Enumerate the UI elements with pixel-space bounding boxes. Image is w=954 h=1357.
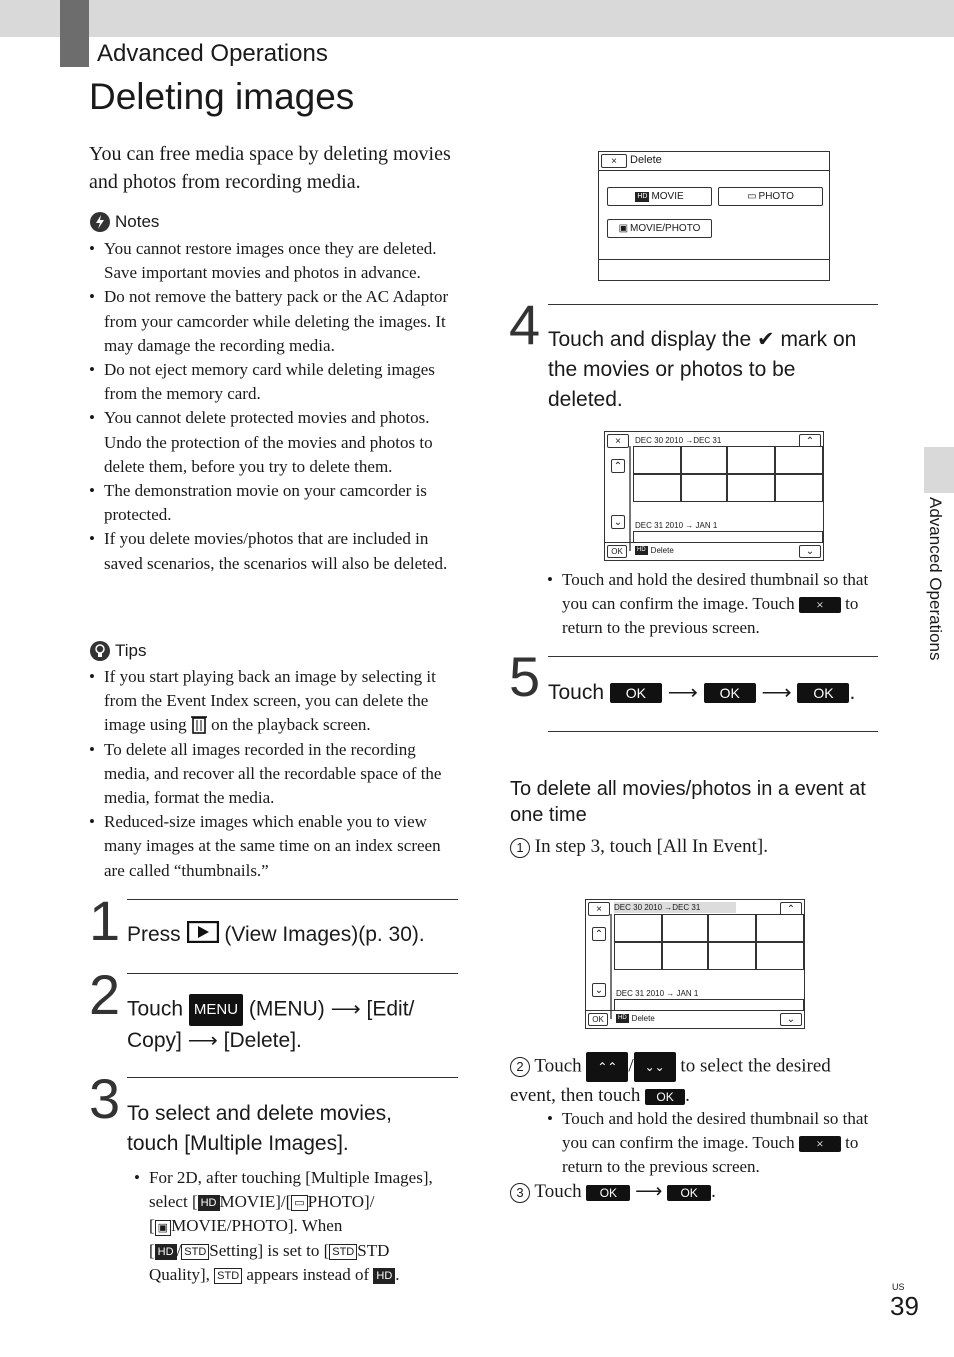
step3-number: 3 (89, 1067, 121, 1130)
std-icon: STD (214, 1268, 242, 1284)
step3-note-text: [ (149, 1240, 155, 1260)
substep-1 (510, 836, 880, 858)
list-item (134, 1166, 459, 1287)
region-code: US (892, 1282, 905, 1292)
step4-number: 4 (509, 293, 541, 356)
lightbulb-icon (89, 640, 111, 662)
photo-icon: ▭ (291, 1195, 307, 1211)
step2-delete: [Delete]. (223, 1029, 302, 1052)
index-screen (604, 431, 824, 561)
list-item: • Do not remove the battery pack or the AC Adaptor from your camcorder while deleting the images. It may damage the recording media. (89, 285, 459, 358)
event-range-1: DEC 30 2010 →DEC 31 (614, 903, 701, 912)
thumbnail[interactable] (775, 474, 823, 502)
list-item: • The demonstration movie on your camcorder is protected. (89, 479, 459, 527)
movie-photo-button[interactable] (607, 219, 712, 238)
delete-label (616, 1014, 655, 1023)
tips-header (89, 640, 147, 662)
substep-2-note-text: Touch and hold the desired thumbnail so that you can confirm the image. Touch (562, 1109, 869, 1153)
thumbnail[interactable] (708, 914, 756, 942)
thumbnail[interactable] (681, 474, 727, 502)
step3-note-text: STD (357, 1240, 390, 1260)
tip1-text-b: on the playback screen. (211, 715, 371, 735)
step1-rule (127, 899, 458, 900)
intro-text: You can free media space by deleting movies and photos from recording media. (89, 143, 451, 193)
substep-2-text: to select the desired event, then touch (510, 1055, 831, 1106)
photo-icon: ▭ (747, 191, 757, 202)
close-button[interactable]: × (601, 154, 627, 168)
arrow-icon: ⟶ (635, 1181, 663, 1202)
close-button[interactable]: × (588, 902, 610, 916)
hd-icon: HD (637, 192, 648, 200)
substep-3-end: . (711, 1181, 716, 1202)
step4-note-text: Touch and hold the desired thumbnail so that you can confirm the image. Touch (562, 570, 869, 614)
delete-menu-screen (598, 151, 830, 281)
thumbnail[interactable] (662, 942, 708, 970)
hd-icon: HD (373, 1268, 395, 1284)
hd-icon: HD (198, 1195, 220, 1211)
thumbnail[interactable] (727, 446, 775, 474)
screen-title: Delete (630, 154, 662, 166)
step5-touch: Touch (548, 681, 605, 704)
ok-button[interactable]: OK (797, 683, 849, 703)
step3-note-text: MOVIE/PHOTO]. When (171, 1216, 343, 1236)
arrow-icon: ⟶ (330, 997, 361, 1021)
step2-edit: [Edit/ (366, 997, 415, 1021)
scrollbar[interactable] (610, 914, 612, 1019)
step3-note-text: Setting] is set to [ (209, 1240, 330, 1260)
arrow-icon: ⟶ (667, 681, 698, 704)
event-range-2: DEC 31 2010 → JAN 1 (635, 521, 718, 530)
list-item (547, 1107, 872, 1180)
step1-desc: (View Images)(p. 30). (224, 923, 425, 946)
substep-3 (510, 1180, 880, 1203)
delete-text: Delete (631, 1014, 655, 1023)
prev-button[interactable]: ⌃ (592, 927, 606, 941)
close-button-icon: × (799, 597, 841, 613)
list-item (89, 665, 459, 738)
substep-number: 2 (510, 1057, 530, 1077)
thumbnail-row[interactable] (614, 999, 804, 1010)
movie-label: MOVIE (651, 191, 684, 202)
list-item: • If you delete movies/photos that are included in saved scenarios, the scenarios will also be deleted. (89, 527, 459, 575)
step4-note-text: to return to the previous screen. (562, 594, 859, 638)
step3-note-text: MOVIE]/[ (219, 1192, 292, 1212)
screen-divider (599, 259, 829, 260)
hd-icon: HD (618, 1015, 627, 1021)
substep-number: 3 (510, 1183, 530, 1203)
ok-button[interactable]: OK (667, 1185, 711, 1201)
step1-press: Press (127, 923, 181, 946)
movie-photo-icon: ▣ (618, 223, 629, 234)
thumbnail[interactable] (633, 474, 681, 502)
close-button-icon: × (799, 1136, 841, 1152)
thumbnail[interactable] (633, 446, 681, 474)
subsection-heading: To delete all movies/photos in a event at one time (510, 778, 866, 826)
tips-heading: Tips (115, 641, 147, 660)
scroll-down-button[interactable]: ⌄ (799, 545, 821, 558)
delete-text: Delete (650, 546, 674, 555)
section-marker (60, 0, 89, 67)
movie-button[interactable] (607, 187, 712, 206)
ok-button[interactable]: OK (586, 1185, 630, 1201)
step5-rule (548, 656, 878, 657)
step3-note-text: . (395, 1264, 400, 1284)
ok-button[interactable]: OK (588, 1013, 608, 1026)
step2-rule (127, 973, 458, 974)
movie-photo-icon: ▣ (155, 1220, 171, 1236)
next-button[interactable]: ⌄ (592, 983, 606, 997)
event-range-1-highlight (614, 902, 736, 913)
side-tab (924, 447, 954, 493)
thumbnail-row[interactable] (633, 531, 823, 542)
ok-button[interactable]: OK (607, 545, 627, 558)
step5-end: . (849, 681, 856, 704)
photo-label: PHOTO (758, 191, 794, 202)
step3-note-text: / (176, 1240, 182, 1260)
thumbnail[interactable] (662, 914, 708, 942)
event-index-screen (585, 899, 805, 1029)
substep-3-touch: Touch (534, 1181, 582, 1202)
list-item: • To delete all images recorded in the recording media, and recover all the recordable space of the media, format the media. (89, 738, 459, 811)
thumbnail[interactable] (775, 446, 823, 474)
thumbnail[interactable] (727, 474, 775, 502)
notes-heading: Notes (115, 212, 160, 231)
delete-label (635, 546, 674, 555)
list-item: • You cannot delete protected movies and photos. Undo the protection of the movies and photos to delete them, before you try to delete them. (89, 406, 459, 479)
arrow-icon: ⟶ (761, 681, 792, 704)
view-images-button-icon[interactable] (187, 921, 219, 943)
checkmark-icon: ✔ (756, 328, 775, 351)
thumbnail[interactable] (756, 942, 804, 970)
step5-end-rule (548, 731, 878, 732)
step3-note-text: appears instead of (246, 1264, 370, 1284)
std-icon: STD (181, 1244, 209, 1260)
notes-list (89, 237, 459, 576)
hd-icon: HD (155, 1244, 177, 1260)
page-title: Deleting images (89, 76, 355, 117)
step5-text (548, 678, 878, 708)
step3-note-text: PHOTO]/ (307, 1192, 375, 1212)
event-range-2: DEC 31 2010 → JAN 1 (616, 989, 699, 998)
thumbnail[interactable] (614, 942, 662, 970)
step2-copy: Copy] (127, 1029, 182, 1052)
step3-notes (134, 1166, 459, 1287)
scroll-down-button[interactable]: ⌄ (780, 1013, 802, 1026)
step4-text (548, 325, 868, 415)
double-down-arrow-icon[interactable]: ⌄⌄ (634, 1052, 676, 1082)
page-number: 39 (890, 1291, 919, 1321)
list-item (547, 568, 872, 641)
ok-button[interactable]: OK (704, 683, 756, 703)
notes-header (89, 211, 159, 233)
step3-rule (127, 1077, 458, 1078)
screen-divider (586, 1010, 804, 1011)
side-tab-label: Advanced Operations (926, 497, 945, 661)
substep-2-notes (547, 1107, 872, 1180)
next-button[interactable]: ⌄ (611, 515, 625, 529)
notes-icon (89, 211, 111, 233)
substep-number: 1 (510, 838, 530, 858)
movie-photo-label: MOVIE/PHOTO (630, 223, 701, 234)
step4-text-a: Touch and display the (548, 328, 752, 351)
step2-touch: Touch (127, 997, 184, 1021)
thumbnail[interactable] (708, 942, 756, 970)
step2-text (127, 994, 457, 1056)
step1-number: 1 (89, 889, 121, 952)
close-button[interactable]: × (607, 434, 629, 448)
double-up-arrow-icon[interactable]: ⌃⌃ (586, 1052, 628, 1082)
ok-button[interactable]: OK (645, 1089, 685, 1105)
step3-text: To select and delete movies, touch [Multiple Images]. (127, 1102, 392, 1155)
tip1-text-a: If you start playing back an image by selecting it from the Event Index screen, you can delete the image using (104, 667, 436, 735)
substep-2-end: . (685, 1085, 690, 1106)
screen-divider (605, 542, 823, 543)
thumbnail[interactable] (614, 914, 662, 942)
menu-button[interactable]: MENU (189, 994, 243, 1026)
ok-button[interactable]: OK (610, 683, 662, 703)
step2-menu-label: (MENU) (248, 997, 325, 1021)
step1-text (127, 920, 467, 950)
step2-number: 2 (89, 963, 121, 1026)
thumbnail[interactable] (681, 446, 727, 474)
list-item: • Reduced-size images which enable you to view many images at the same time on an index screen are called “thumbnails.” (89, 810, 459, 883)
substep-2-touch: Touch (534, 1055, 582, 1077)
substep-2: 2 Touch ⌃⌃ / ⌄⌄ to select the desired event, then touch OK . (510, 1052, 880, 1110)
step3-note-text: Quality], (149, 1264, 210, 1284)
thumbnail[interactable] (756, 914, 804, 942)
step4-rule (548, 304, 878, 305)
std-icon: STD (329, 1244, 357, 1260)
hd-icon: HD (637, 547, 646, 553)
prev-button[interactable]: ⌃ (611, 459, 625, 473)
top-bar (0, 0, 954, 37)
event-range-1: DEC 30 2010 →DEC 31 (635, 436, 722, 445)
step4-notes (547, 568, 872, 641)
list-item: • Do not eject memory card while deleting images from the memory card. (89, 358, 459, 406)
section-title: Advanced Operations (97, 40, 328, 67)
step5-number: 5 (509, 645, 541, 708)
tips-list (89, 665, 459, 883)
step3-note-text: For 2D, after touching [Multiple Images], select [ (149, 1168, 433, 1212)
step4-text-b: mark on the movies or photos to be deleted. (548, 328, 857, 411)
scroll-up-button[interactable]: ⌃ (799, 434, 821, 448)
list-item: • You cannot restore images once they are deleted. Save important movies and photos in advance. (89, 237, 459, 285)
scrollbar[interactable] (629, 446, 631, 551)
scroll-up-button[interactable]: ⌃ (780, 902, 802, 916)
substep-1-text: In step 3, touch [All In Event]. (534, 836, 768, 857)
substep-2-note-text: to return to the previous screen. (562, 1133, 859, 1177)
arrow-icon: ⟶ (187, 1029, 218, 1052)
photo-button[interactable] (718, 187, 823, 206)
trash-icon (191, 714, 207, 734)
step3-note-text: [ (149, 1216, 155, 1236)
